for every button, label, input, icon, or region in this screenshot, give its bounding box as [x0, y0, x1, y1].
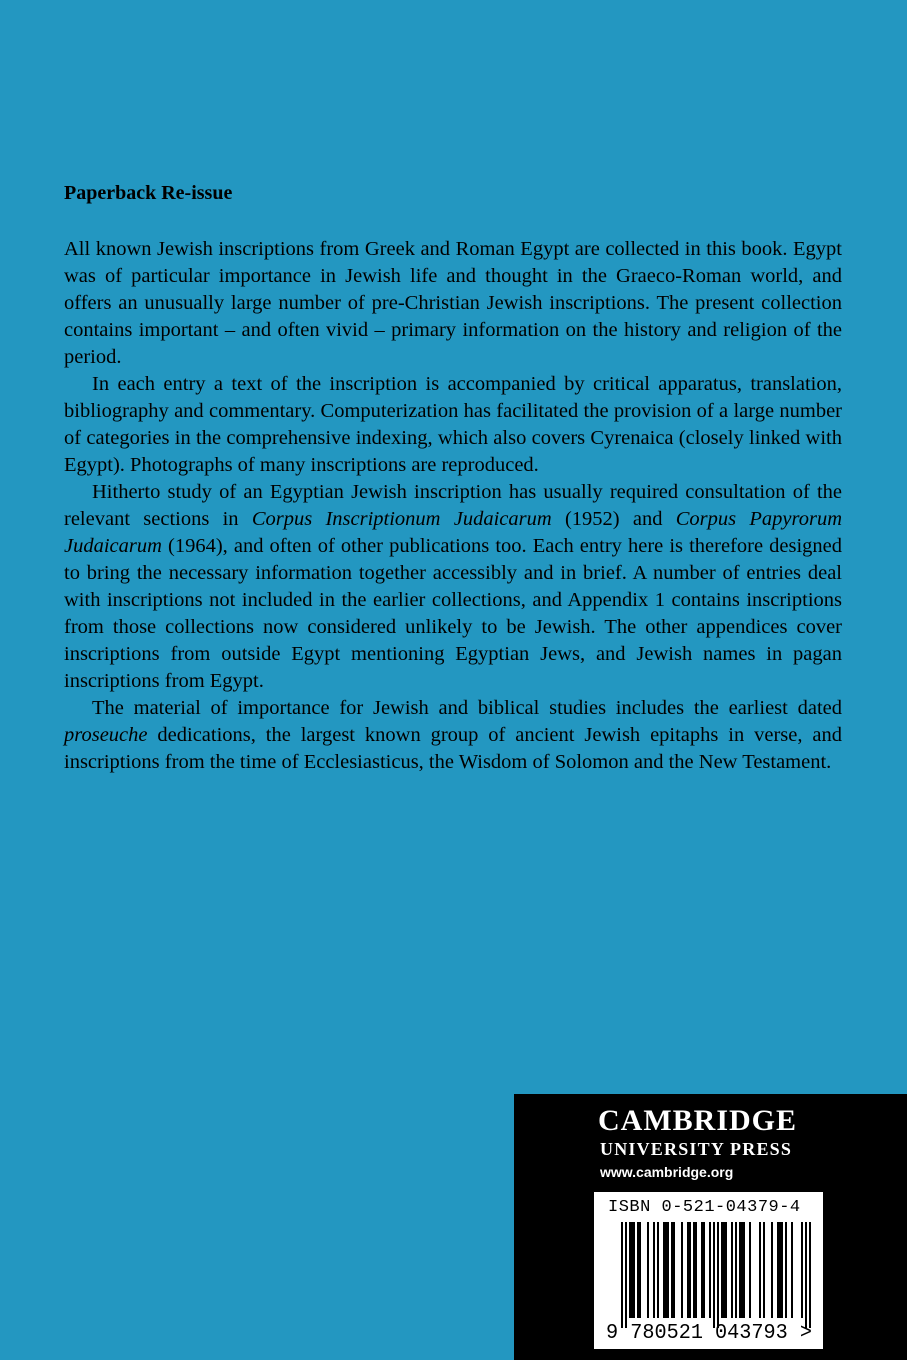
- barcode-bar: [723, 1222, 725, 1318]
- barcode-bar: [657, 1222, 659, 1318]
- barcode-bar: [667, 1222, 669, 1318]
- barcode-bar: [663, 1222, 665, 1318]
- text-run: All known Jewish inscriptions from Greek and Roman Egypt are collected in this book. Egypt was of particular importance in Jewish life and thought in the Graeco-Roman world, and offers an unusually large number of pre-Christian Jewish inscriptions. The present collection contains important – and often vivid – primary information on the history and religion of the period.: [64, 238, 842, 368]
- text-run: The material of importance for Jewish and biblical studies includes the earliest dated: [92, 697, 842, 719]
- barcode-bar: [735, 1222, 737, 1318]
- barcode-bar: [781, 1222, 783, 1318]
- barcode-bar: [629, 1222, 631, 1318]
- text-run: (1952) and: [551, 508, 676, 530]
- italic-title: proseuche: [64, 724, 148, 746]
- barcode-bar: [681, 1222, 683, 1318]
- text-run: (1964), and often of other publications too. Each entry here is therefore designed to bring the necessary information together accessibly and in brief. A number of entries deal with inscriptions not included in the earlier collections, and Appendix 1 contains inscriptions from those collections now considered unlikely to be Jewish. The other appendices cover inscriptions from outside Egypt mentioning Egyptian Jews, and Jewish names in pagan inscriptions from Egypt.: [64, 535, 842, 692]
- text-run: Hitherto study of an Egyptian Jewish inscription has usually required consultation of the relevant sections in: [64, 481, 842, 530]
- barcode-icon: [594, 1192, 823, 1349]
- barcode-bar: [801, 1222, 803, 1318]
- barcode-bar: [695, 1222, 697, 1318]
- barcode-bar: [653, 1222, 655, 1318]
- barcode-bar: [749, 1222, 751, 1318]
- paragraph: [64, 479, 842, 695]
- barcode-bar: [771, 1222, 773, 1318]
- barcode-bar: [759, 1222, 761, 1318]
- barcode-bar: [763, 1222, 765, 1318]
- barcode-bar: [809, 1222, 811, 1328]
- isbn-label: ISBN 0-521-04379-4: [608, 1198, 801, 1217]
- section-heading: Paperback Re-issue: [64, 182, 233, 204]
- barcode-bar: [709, 1222, 711, 1318]
- description-text: [64, 236, 842, 776]
- barcode-bar: [633, 1222, 635, 1318]
- paragraph: [64, 371, 842, 479]
- barcode-bar: [703, 1222, 705, 1318]
- text-run: In each entry a text of the inscription is accompanied by critical apparatus, translation, bibliography and commentary. Computerization has facilitated the provision of a large number of categories in the comprehensive indexing, which also covers Cyrenaica (closely linked with Egypt). Photographs of many inscriptions are reproduced.: [64, 373, 842, 476]
- text-run: dedications, the largest known group of ancient Jewish epitaphs in verse, and inscriptions from the time of Ecclesiasticus, the Wisdom of Solomon and the New Testament.: [64, 724, 842, 773]
- barcode-bar: [673, 1222, 675, 1318]
- barcode-digits: 9 780521 043793 >: [606, 1322, 812, 1345]
- barcode-bar: [779, 1222, 781, 1318]
- barcode-bar: [743, 1222, 745, 1318]
- publisher-name: CAMBRIDGE: [598, 1104, 798, 1137]
- isbn-barcode-box: [594, 1192, 823, 1349]
- barcode-bar: [777, 1222, 779, 1318]
- barcode-bar: [791, 1222, 793, 1318]
- barcode-bar: [625, 1222, 627, 1328]
- italic-title: Corpus Inscriptionum Judaicarum: [251, 508, 552, 530]
- barcode-bar: [701, 1222, 703, 1318]
- italic-title: Corpus Papyrorum Judaicarum: [64, 508, 842, 557]
- publisher-subtitle: UNIVERSITY PRESS: [600, 1139, 793, 1159]
- publisher-website: www.cambridge.org: [600, 1164, 734, 1180]
- paragraph: [64, 236, 842, 371]
- barcode-bar: [721, 1222, 723, 1318]
- barcode-bar: [717, 1222, 719, 1328]
- barcode-bar: [665, 1222, 667, 1318]
- barcode-bar: [671, 1222, 673, 1318]
- barcode-bar: [731, 1222, 733, 1318]
- barcode-bar: [647, 1222, 649, 1318]
- barcode-bar: [725, 1222, 727, 1318]
- barcode-bar: [805, 1222, 807, 1328]
- barcode-bar: [687, 1222, 689, 1318]
- publisher-panel: [514, 1094, 907, 1360]
- barcode-bar: [785, 1222, 787, 1318]
- barcode-bar: [713, 1222, 715, 1328]
- barcode-bar: [637, 1222, 639, 1318]
- barcode-bar: [689, 1222, 691, 1318]
- barcode-bar: [631, 1222, 633, 1318]
- paragraph: [64, 695, 842, 776]
- barcode-bar: [621, 1222, 623, 1328]
- barcode-bar: [693, 1222, 695, 1318]
- barcode-bar: [741, 1222, 743, 1318]
- barcode-bar: [639, 1222, 641, 1318]
- barcode-bar: [739, 1222, 741, 1318]
